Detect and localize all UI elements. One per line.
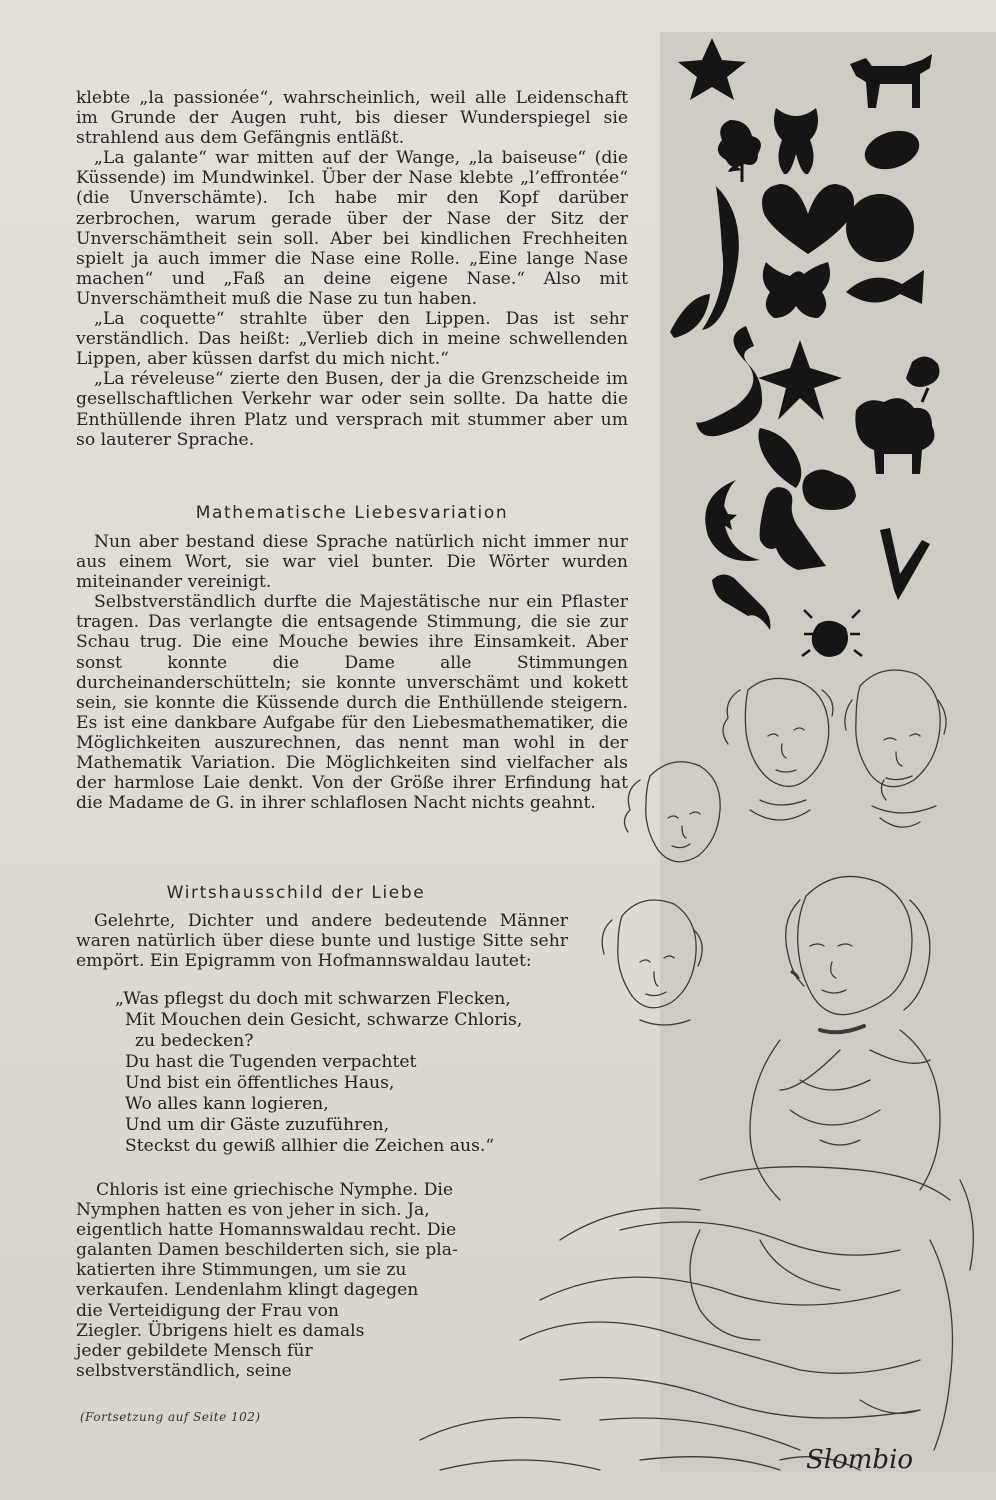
text-line: eigentlich hatte Homannswaldau recht. Die: [76, 1220, 457, 1241]
artist-signature: Slombio: [806, 1445, 914, 1475]
text-line: selbstverständlich, seine: [76, 1360, 292, 1381]
poem-line: Und um dir Gäste zuzuführen,: [125, 1115, 390, 1135]
text-line: Nymphen hatten es von jeher in sich. Ja,: [76, 1200, 430, 1221]
continuation-note: (Fortsetzung auf Seite 102): [80, 1410, 261, 1424]
text-line: galanten Damen beschilderten sich, sie pla-: [76, 1240, 458, 1261]
poem-line: „Was pflegst du doch mit schwarzen Flecken,: [115, 989, 511, 1009]
article-text-block-1: [76, 88, 628, 450]
poem-line: Wo alles kann logieren,: [125, 1094, 329, 1114]
poem-line: zu bedecken?: [135, 1031, 254, 1051]
poem-line: Und bist ein öffentliches Haus,: [125, 1073, 395, 1093]
sketch-face-center: [723, 678, 833, 820]
poem-line: Du hast die Tugenden verpachtet: [125, 1052, 417, 1072]
paragraph: Gelehrte, Dichter und andere bedeutende Männer waren natürlich über diese bunte und lustige Sitte sehr empört. Ein Epigramm von Hofmannswaldau lautet:: [76, 911, 568, 972]
epigram-poem: [115, 989, 555, 1157]
article-text-block-2: [76, 532, 628, 813]
poem-line: Steckst du gewiß allhier die Zeichen aus.“: [125, 1136, 495, 1156]
text-line: jeder gebildete Mensch für: [76, 1340, 313, 1361]
paragraph: klebte „la passionée“, wahrscheinlich, weil alle Leidenschaft im Grunde der Augen ruht, bis dieser Wunderspiegel sie strahlend aus dem Gefängnis entläßt.: [76, 88, 628, 149]
paragraph: Nun aber bestand diese Sprache natürlich nicht immer nur aus einem Wort, sie war viel bunter. Die Wörter wurden miteinander vereinigt.: [76, 532, 628, 593]
section-heading: Wirtshausschild der Liebe: [166, 883, 426, 903]
article-text-block-4: [76, 1180, 516, 1381]
article-text-block-3: [76, 911, 568, 971]
paragraph: Selbstverständlich durfte die Majestätische nur ein Pflaster tragen. Das verlangte die entsagende Stimmung, die sie zur Schau trug. Die eine Mouche bewies ihre Einsamkeit. Aber sonst konnte die Dame alle Stimmungen durcheinanderschütteln; sie konnte unverschämt und kokett sein, sie konnte die Küssende durch die Enthüllende steigern. Es ist eine dankbare Aufgabe für den Liebesmathematiker, die Möglichkeiten auszurechnen, das nennt man wohl in der Mathematik Variation. Die Möglichkeiten sind vielfacher als der harmlose Laie denkt. Von der Größe ihrer Erfindung hat die Madame de G. in ihrer schlaflosen Nacht nichts geahnt.: [76, 592, 628, 814]
text-line: Chloris ist eine griechische Nymphe. Die: [96, 1180, 454, 1200]
paragraph: „La réveleuse“ zierte den Busen, der ja die Grenzscheide im gesellschaftlichen Verkehr war oder sein sollte. Da hatte die Enthüllende ihren Platz und versprach mit stummer aber um so lauterer Sprache.: [76, 369, 628, 450]
sketch-face-right: [845, 670, 946, 827]
paragraph: „La coquette“ strahlte über den Lippen. Das ist sehr verständlich. Das heißt: „Verlieb dich in meine schwellenden Lippen, aber küssen darfst du mich nicht.“: [76, 309, 628, 370]
section-heading: Mathematische Liebesvariation: [195, 503, 509, 523]
text-line: die Verteidigung der Frau von: [76, 1300, 339, 1321]
text-line: verkaufen. Lendenlahm klingt dagegen: [76, 1280, 419, 1301]
poem-line: Mit Mouchen dein Gesicht, schwarze Chloris,: [125, 1010, 523, 1030]
text-line: katierten ihre Stimmungen, um sie zu: [76, 1260, 407, 1281]
sketch-face-left: [624, 762, 720, 862]
sketch-face-lower-left: [602, 900, 702, 1025]
paragraph: „La galante“ war mitten auf der Wange, „la baiseuse“ (die Küssende) im Mundwinkel. Über der Nase klebte „l’effrontée“ (die Unverschämte). Ich habe mir den Kopf darüber zerbrochen, warum gerade über der Nase der Sitz der Unverschämtheit sein soll. Aber bei kindlichen Frechheiten spielt ja auch immer die Nase eine Rolle. „Eine lange Nase machen“ und „Faß an deine eigene Nase.“ Also mit Unverschämtheit muß die Nase zu tun haben.: [76, 148, 628, 309]
text-line: Ziegler. Übrigens hielt es damals: [76, 1320, 365, 1341]
